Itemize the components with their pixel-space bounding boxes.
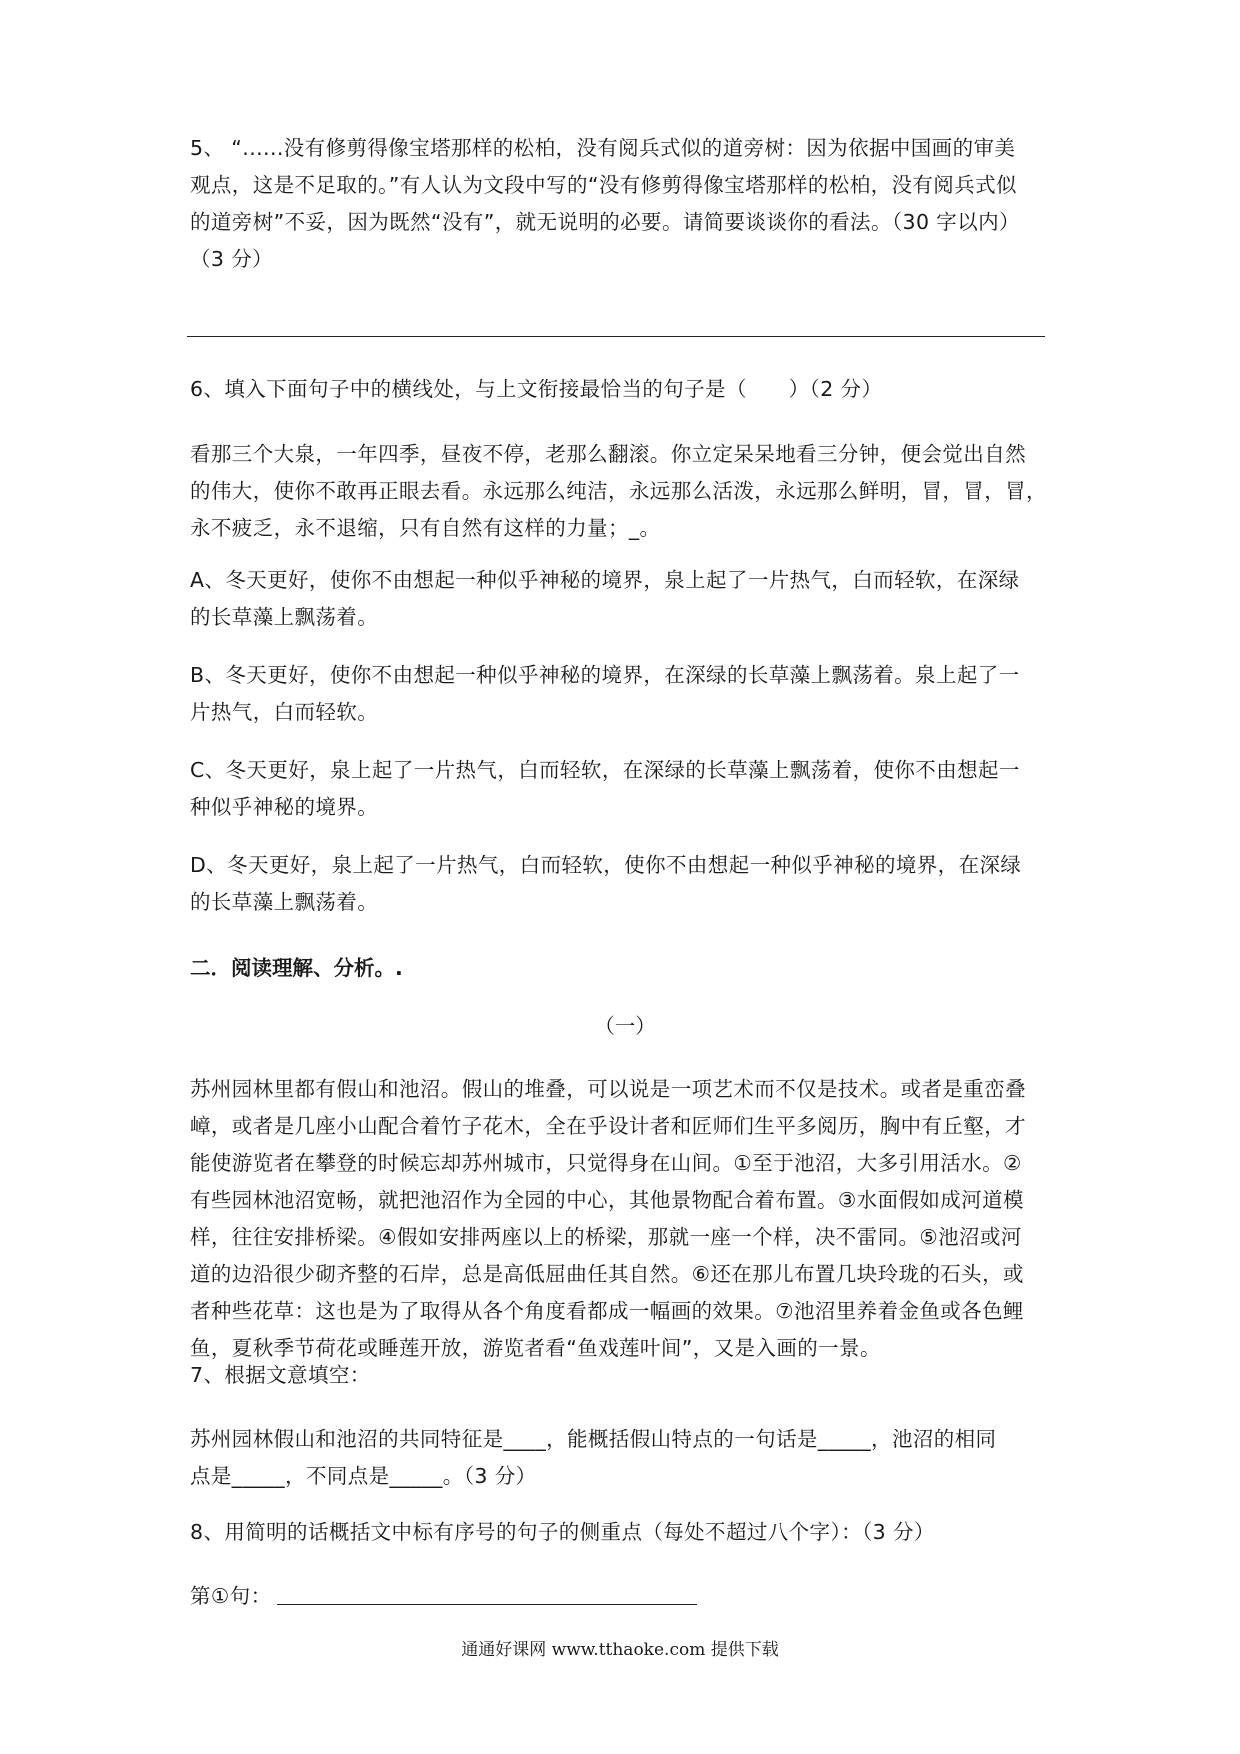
reading-line: 鱼，夏秋季节荷花或睡莲开放，游览者看“鱼戏莲叶间”，又是入画的一景。 [190, 1336, 881, 1360]
passage-line: 永不疲乏，永不退缩，只有自然有这样的力量；_。 [190, 516, 661, 540]
question-7-line: 点是_____，不同点是_____。（3 分） [190, 1464, 537, 1488]
reading-line: 能使游览者在攀登的时候忘却苏州城市，只觉得身在山间。①至于池沼，大多引用活水。② [190, 1151, 1022, 1175]
question-7-fill [190, 1421, 1070, 1495]
option-a-line: 的长草藻上飘荡着。 [190, 605, 379, 629]
question-5-line: 的道旁树”不妥，因为既然“没有”，就无说明的必要。请简要谈谈你的看法。（30 字以内） [190, 210, 1020, 234]
option-b[interactable] [190, 657, 1070, 731]
answer-line-q8[interactable] [277, 1604, 697, 1605]
option-c[interactable] [190, 752, 1070, 826]
option-a-line: A、冬天更好，使你不由想起一种似乎神秘的境界，泉上起了一片热气，白而轻软，在深绿 [190, 568, 1020, 592]
section-title: 二．阅读理解、分析。. [190, 956, 403, 980]
question-6-prompt: 6、填入下面句子中的横线处，与上文衔接最恰当的句子是（ ）（2 分） [190, 377, 883, 401]
option-a[interactable] [190, 562, 1070, 636]
question-6-passage [190, 436, 1070, 547]
reading-line: 有些园林池沼宽畅，就把池沼作为全园的中心，其他景物配合着布置。③水面假如成河道模 [190, 1188, 1024, 1212]
option-d-line: 的长草藻上飘荡着。 [190, 890, 379, 914]
reading-line: 者种些花草：这也是为了取得从各个角度看都成一幅画的效果。⑦池沼里养着金鱼或各色鲤 [190, 1299, 1024, 1323]
option-d-line: D、冬天更好，泉上起了一片热气，白而轻软，使你不由想起一种似乎神秘的境界，在深绿 [190, 853, 1022, 877]
question-5-line: 5、 “......没有修剪得像宝塔那样的松柏，没有阅兵式似的道旁树：因为依据中国画的审美 [190, 136, 1016, 160]
question-7-line: 苏州园林假山和池沼的共同特征是____，能概括假山特点的一句话是_____，池沼的相同 [190, 1427, 997, 1451]
option-b-line: B、冬天更好，使你不由想起一种似乎神秘的境界，在深绿的长草藻上飘荡着。泉上起了一 [190, 663, 1020, 687]
question-7-prompt: 7、根据文意填空： [190, 1363, 371, 1387]
option-d[interactable] [190, 847, 1070, 921]
part-label: （一） [594, 1014, 656, 1038]
question-5-line: 观点，这是不足取的。”有人认为文段中写的“没有修剪得像宝塔那样的松柏，没有阅兵式似 [190, 173, 1017, 197]
option-b-line: 片热气，白而轻软。 [190, 700, 379, 724]
question-5 [190, 130, 1070, 278]
footer-credit: 通通好课网 www.tthaoke.com 提供下载 [461, 1640, 779, 1660]
question-8-first-label: 第①句： [190, 1584, 272, 1608]
reading-line: 样，往往安排桥梁。④假如安排两座以上的桥梁，那就一座一个样，决不雷同。⑤池沼或河 [190, 1225, 1022, 1249]
reading-passage [190, 1071, 1070, 1367]
passage-line: 看那三个大泉，一年四季，昼夜不停，老那么翻滚。你立定呆呆地看三分钟，便会觉出自然 [190, 442, 1026, 466]
question-8-prompt: 8、用简明的话概括文中标有序号的句子的侧重点（每处不超过八个字）：（3 分） [190, 1520, 935, 1544]
reading-line: 嶂，或者是几座小山配合着竹子花木，全在乎设计者和匠师们生平多阅历，胸中有丘壑，才 [190, 1114, 1026, 1138]
answer-line-q5[interactable] [187, 336, 1045, 337]
reading-line: 苏州园林里都有假山和池沼。假山的堆叠，可以说是一项艺术而不仅是技术。或者是重峦叠 [190, 1077, 1026, 1101]
passage-line: 的伟大，使你不敢再正眼去看。永远那么纯洁，永远那么活泼，永远那么鲜明，冒，冒，冒， [190, 479, 1047, 503]
question-5-line: （3 分） [190, 247, 274, 271]
reading-line: 道的边沿很少砌齐整的石岸，总是高低屈曲任其自然。⑥还在那儿布置几块玲珑的石头，或 [190, 1262, 1024, 1286]
option-c-line: C、冬天更好，泉上起了一片热气，白而轻软，在深绿的长草藻上飘荡着，使你不由想起一 [190, 758, 1020, 782]
option-c-line: 种似乎神秘的境界。 [190, 795, 379, 819]
